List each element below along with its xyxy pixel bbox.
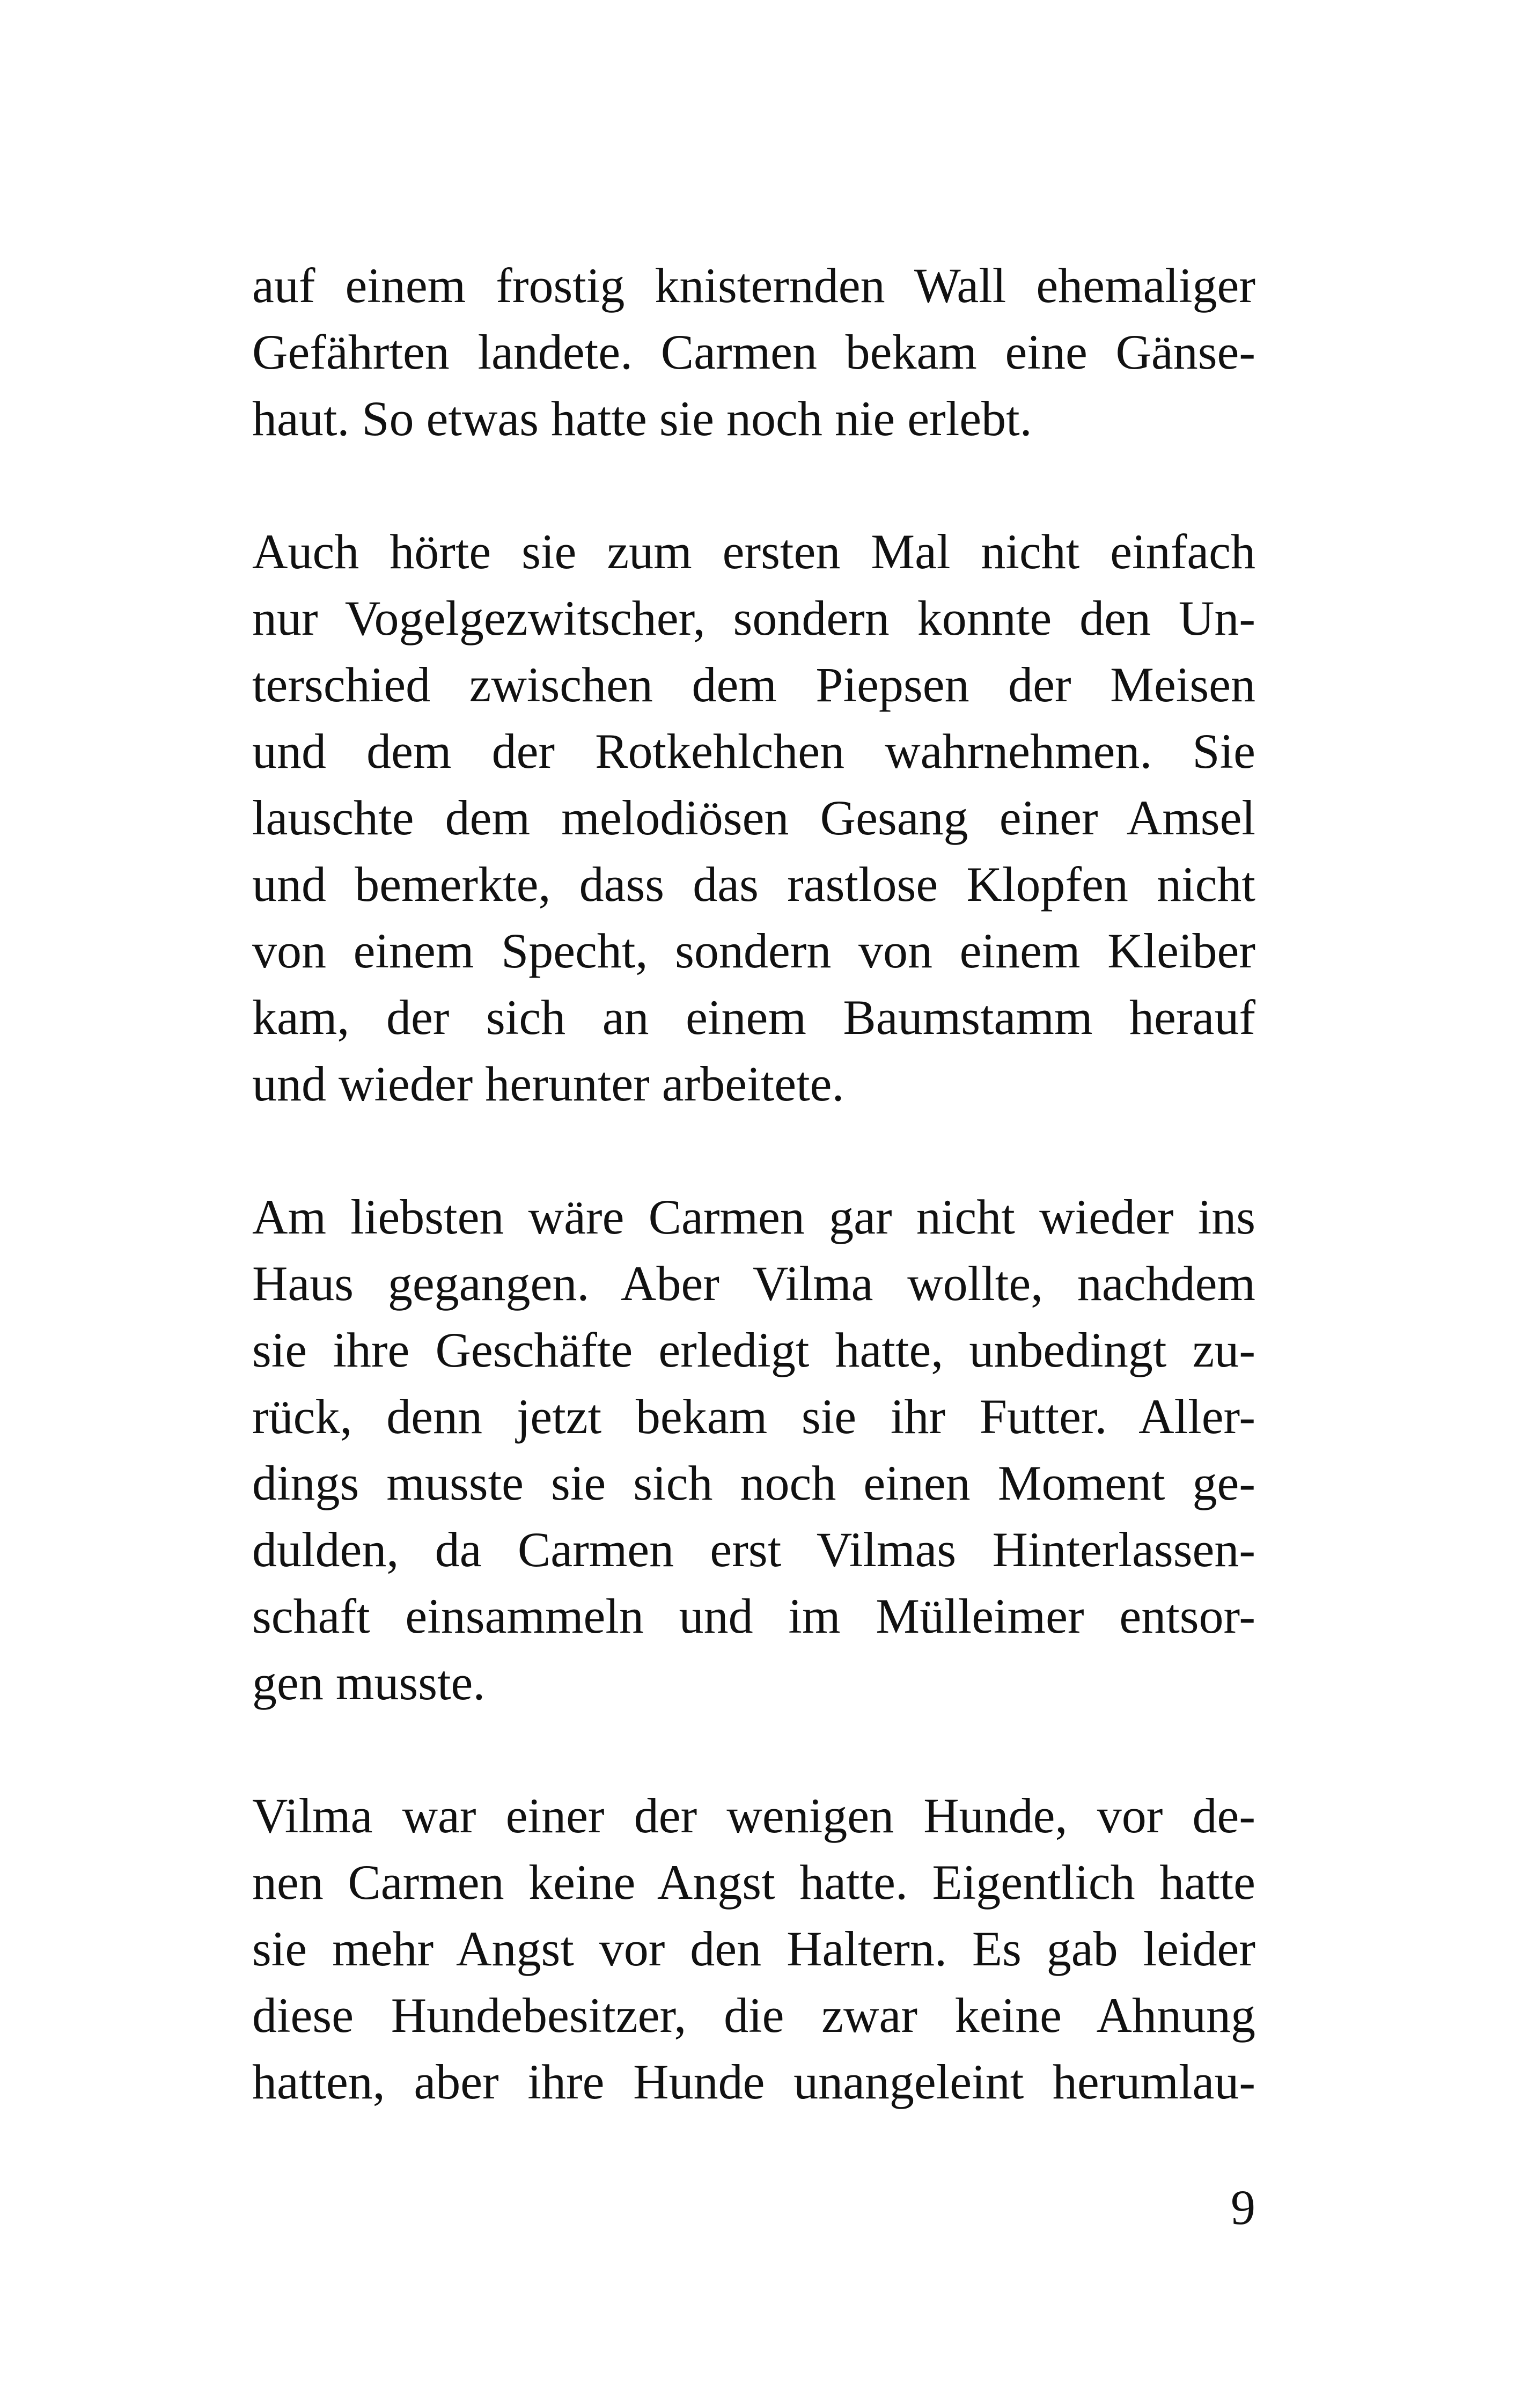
paragraph-3 — [252, 1184, 1255, 1716]
text-line: terschied zwischen dem Piepsen der Meisen — [252, 657, 1255, 712]
text-line: lauschte dem melodiösen Gesang einer Amsel — [252, 790, 1255, 845]
text-line: und dem der Rotkehlchen wahrnehmen. Sie — [252, 724, 1255, 779]
text-line: von einem Specht, sondern von einem Kleiber — [252, 923, 1255, 978]
body-text — [252, 252, 1255, 2115]
text-line: dulden, da Carmen erst Vilmas Hinterlassen- — [252, 1522, 1255, 1577]
text-line: sie ihre Geschäfte erledigt hatte, unbedingt zu- — [252, 1323, 1255, 1377]
text-line: gen musste. — [252, 1655, 486, 1710]
text-line: kam, der sich an einem Baumstamm herauf — [252, 990, 1255, 1045]
text-line: nen Carmen keine Angst hatte. Eigentlich hatte — [252, 1855, 1255, 1910]
text-line: haut. So etwas hatte sie noch nie erlebt. — [252, 391, 1032, 446]
text-line: nur Vogelgezwitscher, sondern konnte den Un- — [252, 591, 1255, 645]
text-line: und wieder herunter arbeitete. — [252, 1056, 844, 1111]
paragraph-2 — [252, 518, 1255, 1117]
text-line: diese Hundebesitzer, die zwar keine Ahnung — [252, 1988, 1255, 2043]
text-line: Am liebsten wäre Carmen gar nicht wieder ins — [252, 1190, 1255, 1244]
text-line: sie mehr Angst vor den Haltern. Es gab leider — [252, 1921, 1255, 1976]
page-number: 9 — [1231, 2180, 1255, 2235]
text-line: auf einem frostig knisternden Wall ehemaliger — [252, 258, 1255, 313]
text-line: rück, denn jetzt bekam sie ihr Futter. Aller- — [252, 1389, 1255, 1444]
text-line: und bemerkte, dass das rastlose Klopfen nicht — [252, 857, 1255, 912]
text-line: dings musste sie sich noch einen Moment ge- — [252, 1456, 1255, 1510]
text-line: schaft einsammeln und im Mülleimer entsor- — [252, 1589, 1255, 1643]
paragraph-4 — [252, 1782, 1255, 2115]
text-line: Haus gegangen. Aber Vilma wollte, nachdem — [252, 1256, 1255, 1311]
text-line: Auch hörte sie zum ersten Mal nicht einfach — [252, 524, 1255, 579]
paragraph-1 — [252, 252, 1255, 452]
text-line: Vilma war einer der wenigen Hunde, vor de- — [252, 1788, 1255, 1843]
text-line: Gefährten landete. Carmen bekam eine Gänse- — [252, 325, 1255, 379]
text-line: hatten, aber ihre Hunde unangeleint herumlau- — [252, 2054, 1255, 2109]
